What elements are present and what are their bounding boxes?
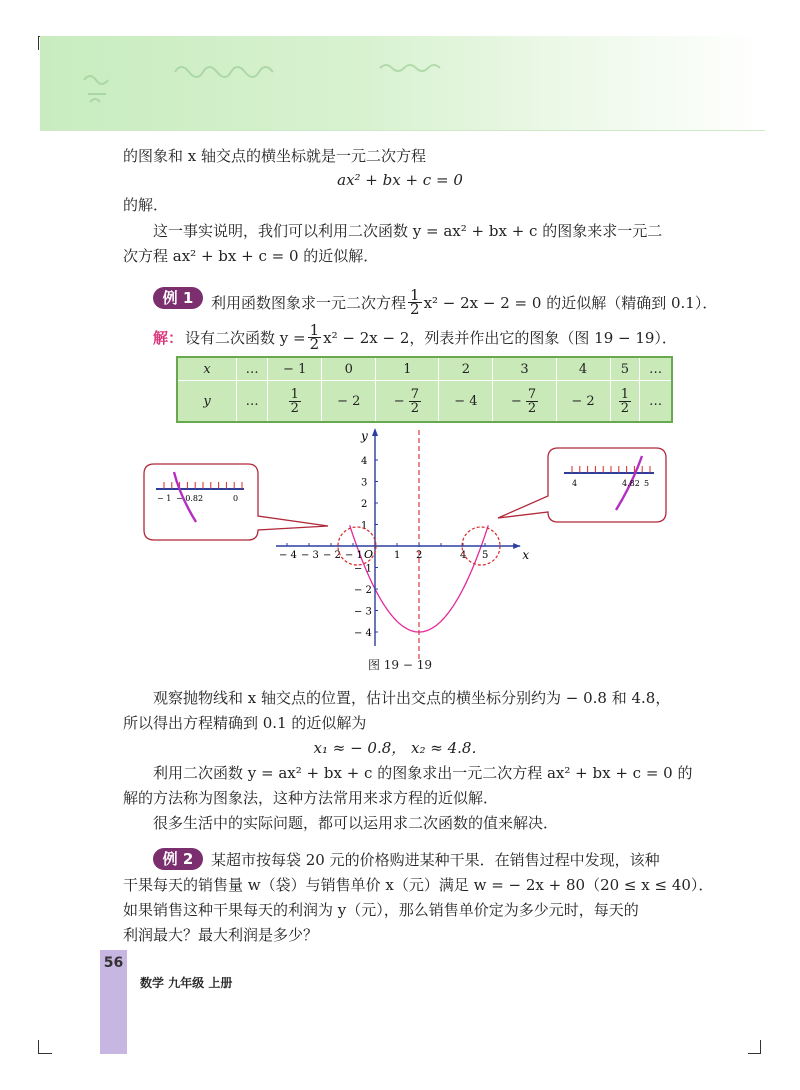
table-cell: … (237, 357, 268, 381)
y-tick-label: 1 (361, 520, 368, 532)
solution-text-after: x² − 2x − 2，列表并作出它的图象（图 19 − 19）． (323, 328, 677, 347)
y-tick-label: − 4 (354, 628, 372, 639)
header-banner (40, 36, 765, 131)
figure-caption: 图 19 − 19 (367, 658, 433, 672)
book-title: 数学 九年级 上册 (140, 976, 233, 990)
fraction-denominator: 2 (410, 300, 420, 318)
fraction (289, 388, 301, 415)
paragraph-line: 次方程 ax² + bx + c = 0 的近似解． (123, 247, 379, 265)
table-cell: … (640, 381, 672, 422)
y-tick-label: 2 (361, 499, 368, 510)
table-cell: 4 (556, 357, 610, 381)
fraction-denominator: 2 (290, 400, 299, 416)
table-cell: 3 (493, 357, 556, 381)
y-tick-label: − 3 (354, 606, 372, 618)
crop-mark (748, 1053, 761, 1054)
y-axis-label: y (361, 429, 368, 443)
paragraph-line: 所以得出方程精确到 0.1 的近似解为 (123, 714, 367, 732)
fraction (526, 388, 538, 415)
origin-label: O (364, 548, 374, 561)
page-number: 56 (103, 955, 124, 971)
table-header-cell: y (177, 381, 237, 422)
fraction-denominator: 2 (309, 335, 320, 353)
fraction (409, 388, 421, 415)
x-tick-label: 1 (394, 550, 401, 561)
parabola-figure (140, 426, 670, 676)
y-tick-label: − 1 (354, 563, 372, 575)
zoom-label-left: 0 (233, 494, 239, 503)
paragraph-line: 这一事实说明，我们可以利用二次函数 y = ax² + bx + c 的图象来求一元二 (153, 222, 663, 240)
table-cell: 0 (322, 357, 376, 381)
x-tick-label: 4 (460, 550, 467, 561)
fraction (619, 388, 631, 415)
y-tick-label: 3 (361, 477, 368, 489)
fraction-denominator: 2 (527, 400, 537, 416)
x-tick-label: 2 (416, 550, 423, 561)
crop-mark (38, 36, 39, 50)
paragraph-line: 的图象和 x 轴交点的横坐标就是一元二次方程 (123, 147, 426, 165)
fraction-numerator: 1 (309, 321, 320, 339)
table-cell: 5 (610, 357, 640, 381)
x-tick-label: 5 (482, 550, 489, 561)
example2-line: 干果每天的销售量 w（袋）与销售单价 x（元）满足 w = − 2x + 80（20 ≤ x ≤ 40）． (123, 876, 714, 894)
x-tick-label: − 1 (345, 550, 363, 561)
solution-text-before: 设有二次函数 y = (185, 328, 306, 347)
fraction (408, 286, 422, 318)
fraction-numerator: 7 (527, 386, 537, 402)
example1-text-before: 利用函数图象求一元二次方程 (211, 293, 407, 312)
paragraph-line: 解的方法称为图象法，这种方法常用来求方程的近似解． (123, 789, 499, 807)
example2-line: 利润最大？最大利润是多少？ (123, 926, 319, 944)
table-cell: … (237, 381, 268, 422)
table-cell (493, 381, 556, 422)
crop-mark (38, 1040, 39, 1054)
zoom-label-left: − 1 (157, 494, 172, 503)
zoom-label-right: 4 (572, 479, 578, 488)
table-cell (610, 381, 640, 422)
equation: ax² + bx + c = 0 (337, 171, 463, 189)
table-cell: 2 (439, 357, 493, 381)
paragraph-line: 的解． (123, 196, 169, 214)
solution-label: 解： (153, 328, 184, 347)
zoom-label-right: 5 (644, 479, 650, 488)
y-tick-label: − 2 (354, 585, 372, 596)
sign: − (393, 393, 409, 409)
paragraph-line: 很多生活中的实际问题，都可以运用求二次函数的值来解决． (153, 814, 559, 832)
solution-line (153, 321, 677, 353)
x-axis-arrow (513, 543, 520, 549)
example-badge: 例 2 (153, 848, 203, 870)
table-cell: − 2 (322, 381, 376, 422)
table-cell (268, 381, 322, 422)
fraction (308, 321, 322, 353)
example2-line: 某超市按每袋 20 元的价格购进某种干果．在销售过程中发现，该种 (211, 851, 660, 869)
paragraph-line: 观察抛物线和 x 轴交点的位置，估计出交点的横坐标分别约为 − 0.8 和 4.8， (153, 689, 671, 707)
example1-text-after: x² − 2x − 2 = 0 的近似解（精确到 0.1）． (423, 293, 718, 312)
fraction-denominator: 2 (410, 400, 420, 416)
crop-mark (38, 1053, 52, 1054)
x-tick-label: − 3 (301, 550, 319, 561)
table-row (177, 381, 672, 422)
paragraph-line: 利用二次函数 y = ax² + bx + c 的图象求出一元二次方程 ax² + bx + c = 0 的 (153, 764, 693, 782)
table-cell: − 2 (556, 381, 610, 422)
table-cell (376, 381, 439, 422)
fraction-numerator: 1 (620, 386, 630, 402)
zoom-label-right: 4.82 (622, 479, 640, 488)
equation: x₁ ≈ − 0.8， x₂ ≈ 4.8． (313, 739, 487, 757)
y-tick-label: 4 (361, 456, 368, 467)
example-badge: 例 1 (153, 287, 203, 309)
example1-statement (211, 286, 718, 318)
table-header-cell: x (177, 357, 237, 381)
example2-line: 如果销售这种干果每天的利润为 y（元），那么销售单价定为多少元时，每天的 (123, 901, 639, 919)
fraction-numerator: 1 (410, 286, 420, 304)
zoom-label-left: − 0.82 (176, 494, 204, 503)
fraction-numerator: 1 (290, 386, 299, 402)
y-axis-arrow (372, 428, 378, 436)
x-tick-label: − 4 (279, 550, 297, 561)
crop-mark (760, 1040, 761, 1054)
values-table (176, 356, 673, 423)
table-cell: − 4 (439, 381, 493, 422)
table-row (177, 357, 672, 381)
table-cell: … (640, 357, 672, 381)
sign: − (510, 393, 526, 409)
fraction-denominator: 2 (620, 400, 630, 416)
banner-watermark (40, 36, 765, 130)
x-axis-label: x (522, 548, 530, 562)
table-cell: 1 (376, 357, 439, 381)
x-tick-label: − 2 (323, 550, 341, 561)
fraction-numerator: 7 (410, 386, 420, 402)
table-cell: − 1 (268, 357, 322, 381)
